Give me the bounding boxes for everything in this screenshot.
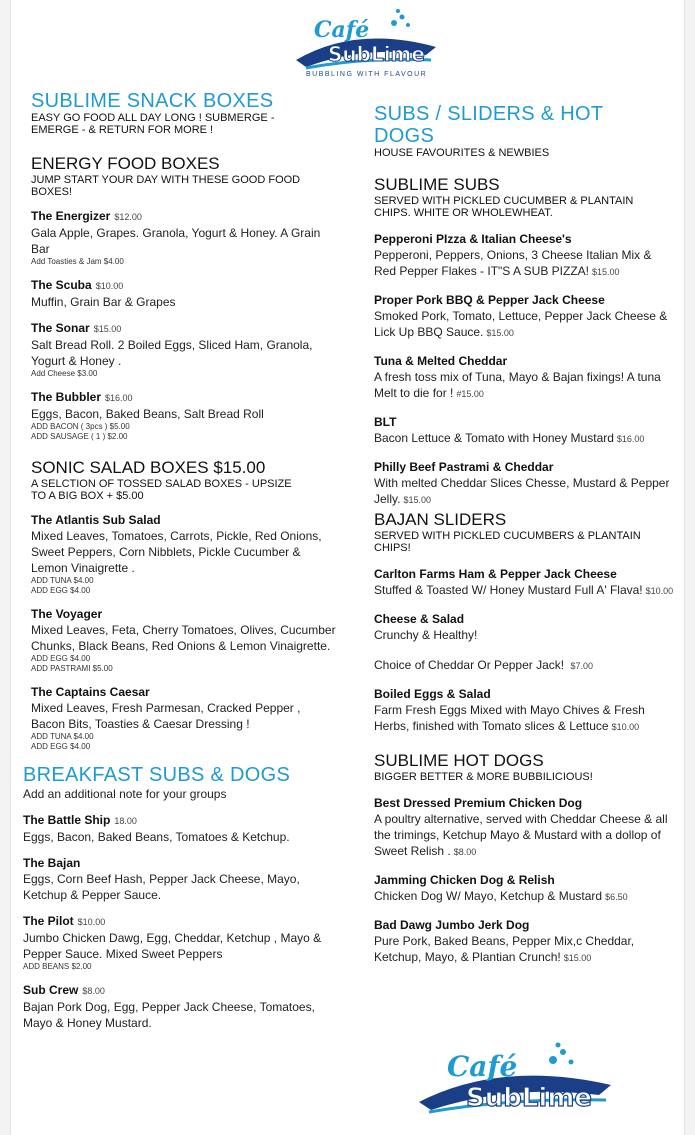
cafe-sublime-logo-bottom xyxy=(411,1040,621,1125)
item-desc-text: A poultry alternative, served with Cheddar Cheese & all the trimings, Ketchup Mayo & Mustard with a dollop of Sweet Relish . xyxy=(374,812,668,858)
note-price: $7.00 xyxy=(570,661,593,671)
section-title: SUBLIME SUBS xyxy=(374,175,500,194)
menu-item xyxy=(374,795,674,860)
item-price: $15.00 xyxy=(486,328,514,338)
item-name: Best Dressed Premium Chicken Dog xyxy=(374,796,583,810)
item-addon: ADD BEANS $2.00 xyxy=(23,962,92,971)
item-name: The Battle Ship xyxy=(23,813,111,827)
item-price: $10.00 xyxy=(645,586,674,596)
menu-item xyxy=(374,686,674,735)
item-description: Eggs, Bacon, Baked Beans, Salt Bread Roll xyxy=(31,407,264,421)
item-description: Jumbo Chicken Dawg, Egg, Cheddar, Ketchup , Mayo & Pepper Sauce. Mixed Sweet Peppers xyxy=(23,931,322,961)
bajan-sliders-section xyxy=(374,510,674,735)
item-description: Salt Bread Roll. 2 Boiled Eggs, Sliced Ham, Granola, Yogurt & Honey . xyxy=(31,338,313,368)
item-name: Carlton Farms Ham & Pepper Jack Cheese xyxy=(374,567,617,581)
item-name: Cheese & Salad xyxy=(374,612,465,626)
menu-item xyxy=(374,353,674,402)
item-header xyxy=(31,606,336,622)
menu-item xyxy=(374,292,674,341)
item-desc-text: Pure Pork, Baked Beans, Pepper Mix,c Cheddar, Ketchup, Mayo, & Plantian Crunch! xyxy=(374,934,635,964)
item-desc-text: A fresh toss mix of Tuna, Mayo & Bajan fixings! A tuna Melt to die for ! xyxy=(374,370,661,400)
logo-cafe-text: Café xyxy=(447,1050,518,1083)
item-price: 18.00 xyxy=(114,816,137,826)
item-price: $16.00 xyxy=(616,434,645,444)
section-title: SUBLIME SNACK BOXES xyxy=(31,90,274,112)
menu-item xyxy=(374,459,674,508)
menu-item xyxy=(31,389,336,442)
item-header xyxy=(31,277,336,294)
logo-sublime-text: SubLime xyxy=(466,1083,593,1113)
item-name: Proper Pork BBQ & Pepper Jack Cheese xyxy=(374,293,605,307)
section-subtitle: SERVED WITH PICKLED CUCUMBER & PLANTAIN CHIPS. WHITE OR WHOLEWHEAT. xyxy=(374,195,634,219)
item-name: The Voyager xyxy=(31,607,103,621)
menu-item xyxy=(374,611,674,643)
item-description xyxy=(374,933,674,966)
item-name: The Pilot xyxy=(23,914,74,928)
section-title: BREAKFAST SUBS & DOGS xyxy=(23,764,291,786)
item-addon: Add Cheese $3.00 xyxy=(31,369,98,378)
item-description: Muffin, Grain Bar & Grapes xyxy=(31,295,176,309)
item-description xyxy=(374,247,674,280)
section-subtitle: SERVED WITH PICKLED CUCUMBERS & PLANTAIN CHIPS! xyxy=(374,530,641,554)
item-desc-text: Chicken Dog W/ Mayo, Ketchup & Mustard xyxy=(374,889,603,903)
menu-page xyxy=(10,0,685,1135)
sublime-subs-section xyxy=(374,175,674,508)
item-name: The Bajan xyxy=(23,856,81,870)
item-name: The Atlantis Sub Salad xyxy=(31,513,161,527)
item-name: Jamming Chicken Dog & Relish xyxy=(374,873,555,887)
section-title: ENERGY FOOD BOXES xyxy=(31,154,220,173)
snack-boxes-section xyxy=(31,90,336,136)
menu-item xyxy=(23,812,336,845)
section-title: SONIC SALAD BOXES $15.00 xyxy=(31,458,266,477)
item-description xyxy=(374,582,674,599)
item-desc-text: Crunchy & Healthy! xyxy=(374,628,478,642)
section-subtitle: EASY GO FOOD ALL DAY LONG ! SUBMERGE - EMERGE - & RETURN FOR MORE ! xyxy=(31,112,275,136)
logo-tagline: BUBBLING WITH FLAVOUR xyxy=(306,71,428,78)
menu-item xyxy=(23,982,336,1031)
item-header xyxy=(31,684,336,700)
item-name: The Captains Caesar xyxy=(31,685,150,699)
item-name: Philly Beef Pastrami & Cheddar xyxy=(374,460,554,474)
item-name: BLT xyxy=(374,415,397,429)
item-name: Sub Crew xyxy=(23,983,79,997)
logo-sublime-text: SubLime xyxy=(328,42,425,66)
item-price: $10.00 xyxy=(77,917,106,927)
item-desc-text: Smoked Pork, Tomato, Lettuce, Pepper Jack Cheese & Lick Up BBQ Sauce. xyxy=(374,309,668,339)
item-addon: ADD BACON ( 3pcs ) $5.00 xyxy=(31,422,130,431)
section-subtitle: JUMP START YOUR DAY WITH THESE GOOD FOOD BOXES! xyxy=(31,174,301,198)
item-header xyxy=(31,389,336,406)
item-description xyxy=(374,627,674,643)
item-price: $10.00 xyxy=(95,281,124,291)
item-desc-text: Farm Fresh Eggs Mixed with Mayo Chives & Fresh Herbs, finished with Tomato slices & Lettuce xyxy=(374,703,645,733)
item-description xyxy=(374,308,674,341)
menu-item xyxy=(374,872,674,905)
section-subtitle: Add an additional note for your groups xyxy=(23,787,227,801)
item-header xyxy=(23,913,336,930)
item-price: $15.00 xyxy=(592,267,620,277)
hotdogs-section xyxy=(374,751,674,966)
salad-boxes-section xyxy=(31,458,336,752)
menu-item xyxy=(23,913,336,972)
item-addon: ADD EGG $4.00 xyxy=(31,654,91,663)
item-price: $6.50 xyxy=(605,892,628,902)
menu-item xyxy=(374,414,674,447)
section-subtitle: HOUSE FAVOURITES & NEWBIES xyxy=(374,147,550,159)
left-column xyxy=(23,90,336,1031)
item-name: Pepperoni PIzza & Italian Cheese's xyxy=(374,232,572,246)
note-text: Choice of Cheddar Or Pepper Jack! xyxy=(374,658,565,672)
sliders-note xyxy=(374,657,674,674)
menu-item xyxy=(374,917,674,966)
menu-item xyxy=(374,231,674,280)
menu-item xyxy=(31,684,336,752)
item-description xyxy=(374,888,674,905)
item-header xyxy=(23,982,336,999)
right-column xyxy=(374,103,674,966)
item-addon: ADD PASTRAMI $5.00 xyxy=(31,664,113,673)
item-description xyxy=(374,430,674,447)
item-header xyxy=(23,855,336,871)
item-name: Tuna & Melted Cheddar xyxy=(374,354,508,368)
menu-item xyxy=(23,855,336,903)
item-description: Gala Apple, Grapes. Granola, Yogurt & Honey. A Grain Bar xyxy=(31,226,321,256)
item-name: Boiled Eggs & Salad xyxy=(374,687,491,701)
item-description xyxy=(374,475,674,508)
item-desc-text: With melted Cheddar Slices Chesse, Mustard & Pepper Jelly. xyxy=(374,476,670,506)
menu-item xyxy=(31,512,336,596)
item-header xyxy=(31,512,336,528)
item-name: The Bubbler xyxy=(31,390,102,404)
item-desc-text: Pepperoni, Peppers, Onions, 3 Cheese Italian Mix & Red Pepper Flakes - IT"S A SUB PIZZA! xyxy=(374,248,652,278)
item-price: $15.00 xyxy=(403,495,431,505)
menu-item xyxy=(374,566,674,599)
item-price: #15.00 xyxy=(456,389,484,399)
item-description xyxy=(374,369,674,402)
item-header xyxy=(23,812,336,829)
item-name: Bad Dawg Jumbo Jerk Dog xyxy=(374,918,530,932)
menu-item xyxy=(31,606,336,674)
item-addon: ADD EGG $4.00 xyxy=(31,586,91,595)
menu-item xyxy=(31,320,336,379)
item-description: Eggs, Bacon, Baked Beans, Tomatoes & Ketchup. xyxy=(23,830,290,844)
item-price: $15.00 xyxy=(563,953,592,963)
item-price: $16.00 xyxy=(105,393,133,403)
item-description: Bajan Pork Dog, Egg, Pepper Jack Cheese, Tomatoes, Mayo & Honey Mustard. xyxy=(23,1000,315,1030)
item-desc-text: Bacon Lettuce & Tomato with Honey Mustard xyxy=(374,431,614,445)
item-price: $10.00 xyxy=(611,722,640,732)
item-description xyxy=(374,702,674,735)
section-title: BAJAN SLIDERS xyxy=(374,510,507,529)
energy-boxes-section xyxy=(31,154,336,442)
item-desc-text: Stuffed & Toasted W/ Honey Mustard Full A' Flava! xyxy=(374,583,643,597)
menu-item xyxy=(31,277,336,310)
section-title: SUBS / SLIDERS & HOT DOGS xyxy=(374,103,604,147)
section-subtitle: A SELCTION OF TOSSED SALAD BOXES - UPSIZE TO A BIG BOX + $5.00 xyxy=(31,478,292,502)
item-price: $8.00 xyxy=(453,847,477,857)
item-addon: ADD TUNA $4.00 xyxy=(31,576,94,585)
item-name: The Scuba xyxy=(31,278,92,292)
item-description: Eggs, Corn Beef Hash, Pepper Jack Cheese, Mayo, Ketchup & Pepper Sauce. xyxy=(23,872,300,902)
item-name: The Energizer xyxy=(31,209,111,223)
item-price: $15.00 xyxy=(93,324,122,334)
item-name: The Sonar xyxy=(31,321,90,335)
item-addon: ADD SAUSAGE ( 1 ) $2.00 xyxy=(31,432,128,441)
item-addon: ADD EGG $4.00 xyxy=(31,742,91,751)
item-description xyxy=(374,811,674,860)
logo-cafe-text: Café xyxy=(314,17,370,43)
item-description: Mixed Leaves, Fresh Parmesan, Cracked Pepper , Bacon Bits, Toasties & Caesar Dressing ! xyxy=(31,701,301,731)
section-subtitle: BIGGER BETTER & MORE BUBBILICIOUS! xyxy=(374,771,593,783)
menu-item xyxy=(31,208,336,267)
item-addon: Add Toasties & Jam $4.00 xyxy=(31,257,124,266)
item-description: Mixed Leaves, Feta, Cherry Tomatoes, Olives, Cucumber Chunks, Black Beans, Red Onions & Lemon Vinaigrette. xyxy=(31,623,336,653)
section-title: SUBLIME HOT DOGS xyxy=(374,751,544,770)
item-addon: ADD TUNA $4.00 xyxy=(31,732,94,741)
subs-header-section xyxy=(374,103,674,159)
item-header xyxy=(31,208,336,225)
item-price: $8.00 xyxy=(82,986,105,996)
item-header xyxy=(31,320,336,337)
item-description: Mixed Leaves, Tomatoes, Carrots, Pickle, Red Onions, Sweet Peppers, Corn Nibblets, Pickle Cucumber & Lemon Vinaigrette . xyxy=(31,529,322,575)
item-price: $12.00 xyxy=(114,212,142,222)
breakfast-section xyxy=(23,764,336,1031)
